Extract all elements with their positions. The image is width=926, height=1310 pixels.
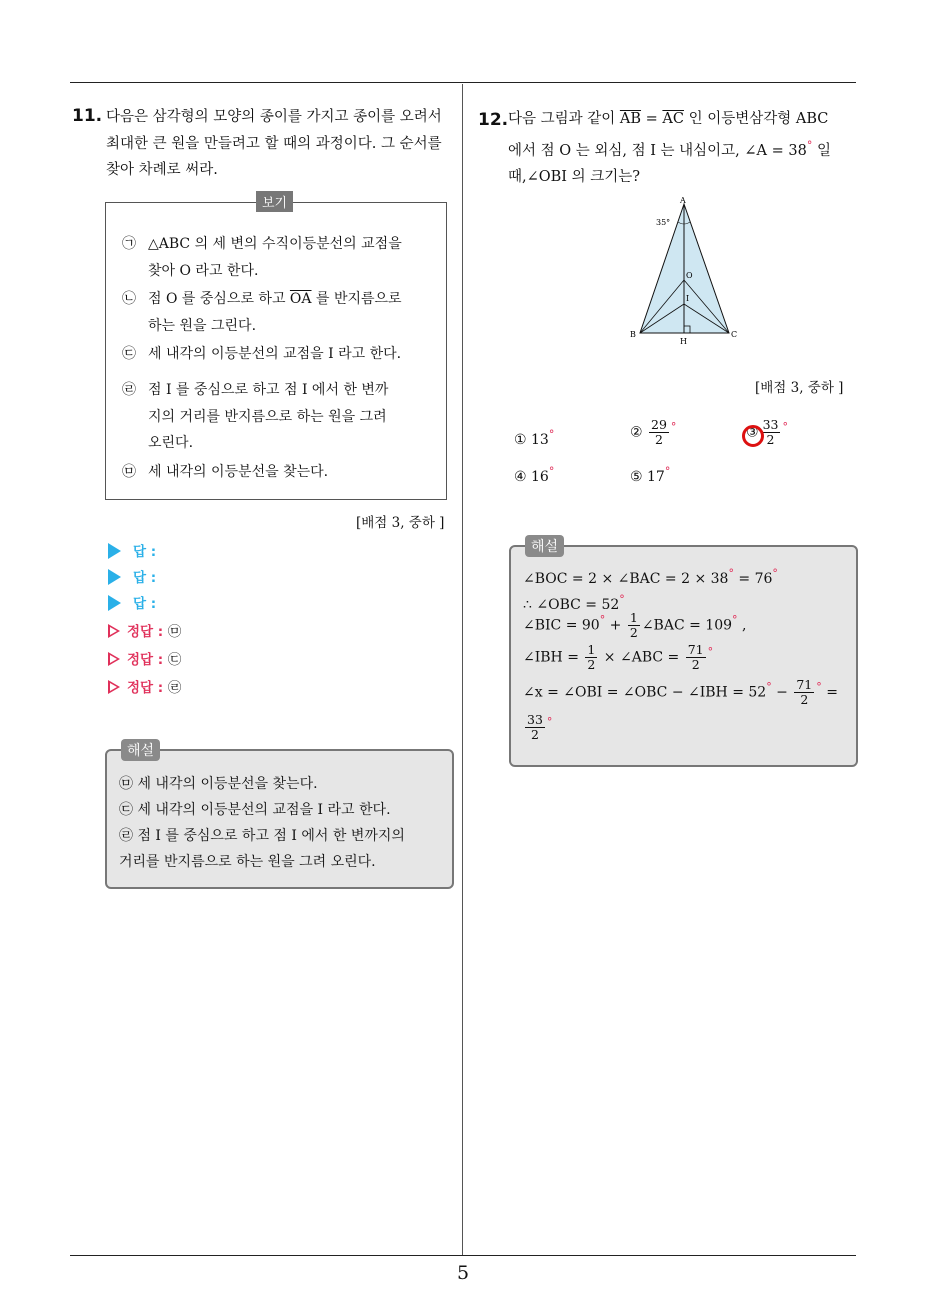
answer-label: 답 : [133, 596, 157, 612]
label-h: H [680, 337, 687, 346]
question-12-line [508, 133, 858, 165]
label-b: B [630, 330, 636, 339]
question-12-explanation [509, 539, 858, 767]
q12-text: 에서 점 O 는 외심, 점 I 는 내심이고, ∠A = 38 [508, 142, 807, 159]
segment-ac: $\overline{AC}$ [662, 111, 684, 127]
correct-value: ㉢ [167, 652, 182, 668]
bogi-item-1 [122, 231, 440, 279]
correct-label: 정답 : [127, 652, 164, 668]
q12-text: 일 [812, 142, 831, 159]
play-icon [108, 543, 121, 559]
explanation-line: ∠BIC = 90° + $\frac{1}{2}$ ∠BAC = 109° , [523, 610, 747, 640]
choice-1[interactable] [514, 428, 554, 448]
explanation-title: 해설 [525, 535, 564, 557]
bogi-box [105, 196, 447, 500]
correct-answer-2 [108, 648, 181, 668]
q12-text: 인 이등변삼각형 ABC [683, 111, 829, 127]
explanation-line: 거리를 반지름으로 하는 원을 그려 오린다. [119, 854, 376, 870]
q12-text: = [641, 111, 663, 127]
bogi-mark: ㉣ [122, 382, 136, 398]
bogi-line [148, 286, 436, 313]
choice-fraction: $\frac{29}{2}$ [651, 417, 667, 447]
choice-value: 16 [531, 469, 549, 485]
question-11-score: [배점 3, 중하 ] [356, 515, 445, 531]
answer-label: 답 : [133, 570, 157, 586]
label-a: A [680, 196, 686, 205]
q12-text: 다음 그림과 같이 [508, 111, 620, 127]
bogi-title: 보기 [256, 191, 293, 212]
question-12-number: 12. [478, 110, 509, 130]
choice-mark: ① [514, 432, 527, 448]
explanation-line: ∠BOC = 2 × ∠BAC = 2 × 38° = 76° [523, 567, 778, 587]
answer-label: 답 : [133, 544, 157, 560]
outline-triangle-icon [108, 652, 120, 666]
bogi-line: 세 내각의 이등분선을 찾는다. [148, 464, 329, 480]
question-11-line: 최대한 큰 원을 만들려고 할 때의 과정이다. 그 순서를 [106, 135, 442, 152]
answer-blank-1 [108, 540, 156, 560]
choice-mark: ④ [514, 469, 527, 485]
question-11-number: 11. [72, 106, 103, 126]
bogi-line: 지의 거리를 반지름으로 하는 원을 그려 [148, 408, 387, 425]
bogi-mark: ㉡ [122, 291, 136, 307]
bogi-line: 찾아 O 라고 한다. [148, 262, 259, 279]
bogi-item-3 [122, 341, 440, 368]
triangle-figure [620, 196, 750, 346]
bogi-mark: ㉠ [122, 236, 136, 252]
selected-circle-icon [742, 425, 764, 447]
outline-triangle-icon [108, 680, 120, 694]
question-12-score: [배점 3, 중하 ] [755, 380, 844, 396]
correct-label: 정답 : [127, 680, 164, 696]
segment-ab: $\overline{AB}$ [619, 111, 642, 127]
correct-value: ㉤ [167, 624, 182, 640]
play-icon [108, 595, 121, 611]
bogi-text: 점 O 를 중심으로 하고 [148, 291, 290, 307]
question-11-line: 찾아 차례로 써라. [106, 162, 218, 178]
bogi-line: 점 I 를 중심으로 하고 점 I 에서 한 변까 [148, 382, 389, 398]
answer-blank-2 [108, 566, 156, 586]
explanation-title: 해설 [121, 739, 160, 761]
bogi-line: 오린다. [148, 435, 194, 451]
label-o: O [686, 271, 693, 280]
segment-oa: $\overline{OA}$ [289, 291, 312, 307]
question-11-explanation [105, 743, 454, 889]
column-divider [462, 84, 463, 1256]
bogi-line: 세 내각의 이등분선의 교점을 I 라고 한다. [148, 346, 402, 362]
correct-value: ㉣ [167, 680, 182, 696]
outline-triangle-icon [108, 624, 120, 638]
bogi-item-2 [122, 286, 440, 334]
correct-label: 정답 : [127, 624, 164, 640]
degree-symbol: ° [664, 465, 671, 478]
correct-answer-3 [108, 676, 181, 696]
choice-mark: ② [630, 424, 643, 441]
explanation-line: ㉣ 점 I 를 중심으로 하고 점 I 에서 한 변까지의 [119, 828, 405, 844]
page-number: 5 [456, 1262, 470, 1284]
degree-symbol: ° [670, 420, 677, 434]
choice-3[interactable] [746, 418, 788, 447]
choice-mark: ③ [746, 424, 759, 441]
degree-symbol: ° [548, 465, 555, 478]
choice-fraction: $\frac{33}{2}$ [762, 417, 779, 447]
question-12-text [508, 106, 858, 191]
degree-symbol: ° [806, 138, 813, 152]
bottom-rule [70, 1255, 856, 1256]
bogi-line: △ABC 의 세 변의 수직이등분선의 교점을 [148, 236, 402, 252]
degree-symbol: ° [548, 428, 555, 441]
explanation-line: ㉤ 세 내각의 이등분선을 찾는다. [119, 776, 318, 792]
choice-value: 13 [531, 432, 549, 448]
bogi-line: 하는 원을 그린다. [148, 317, 257, 334]
question-11-line: 다음은 삼각형의 모양의 종이를 가지고 종이를 오려서 [106, 109, 442, 125]
label-angle: 35° [656, 218, 671, 227]
top-rule [70, 82, 856, 83]
question-12-line [508, 106, 858, 133]
bogi-mark: ㉢ [122, 346, 136, 362]
choice-4[interactable] [514, 465, 554, 485]
choice-2[interactable] [630, 418, 676, 447]
choice-5[interactable] [630, 465, 670, 485]
question-12-line: 때,∠OBI 의 크기는? [508, 169, 641, 185]
bogi-mark: ㉤ [122, 464, 136, 480]
bogi-text: 를 반지름으로 [311, 291, 402, 307]
explanation-line: ∴ ∠OBC = 52° [523, 593, 625, 613]
play-icon [108, 569, 121, 585]
explanation-line: $\frac{33}{2}$ ° [527, 712, 553, 742]
label-c: C [731, 330, 738, 339]
label-i: I [686, 294, 690, 303]
bogi-item-5 [122, 459, 440, 486]
degree-symbol: ° [782, 420, 788, 434]
explanation-line: ∠IBH = $\frac{1}{2}$ × ∠ABC = $\frac{71}{2}$ ° [523, 642, 714, 672]
question-11-text [106, 104, 456, 184]
explanation-line: ㉢ 세 내각의 이등분선의 교점을 I 라고 한다. [119, 802, 391, 818]
explanation-line: ∠x = ∠OBI = ∠OBC − ∠IBH = 52° − $\frac{71}{2}$ ° = [523, 677, 838, 707]
correct-answer-1 [108, 620, 181, 640]
bogi-item-4 [122, 377, 440, 451]
choice-value: 17 [647, 469, 665, 485]
answer-blank-3 [108, 592, 156, 612]
choice-mark: ⑤ [630, 469, 643, 485]
